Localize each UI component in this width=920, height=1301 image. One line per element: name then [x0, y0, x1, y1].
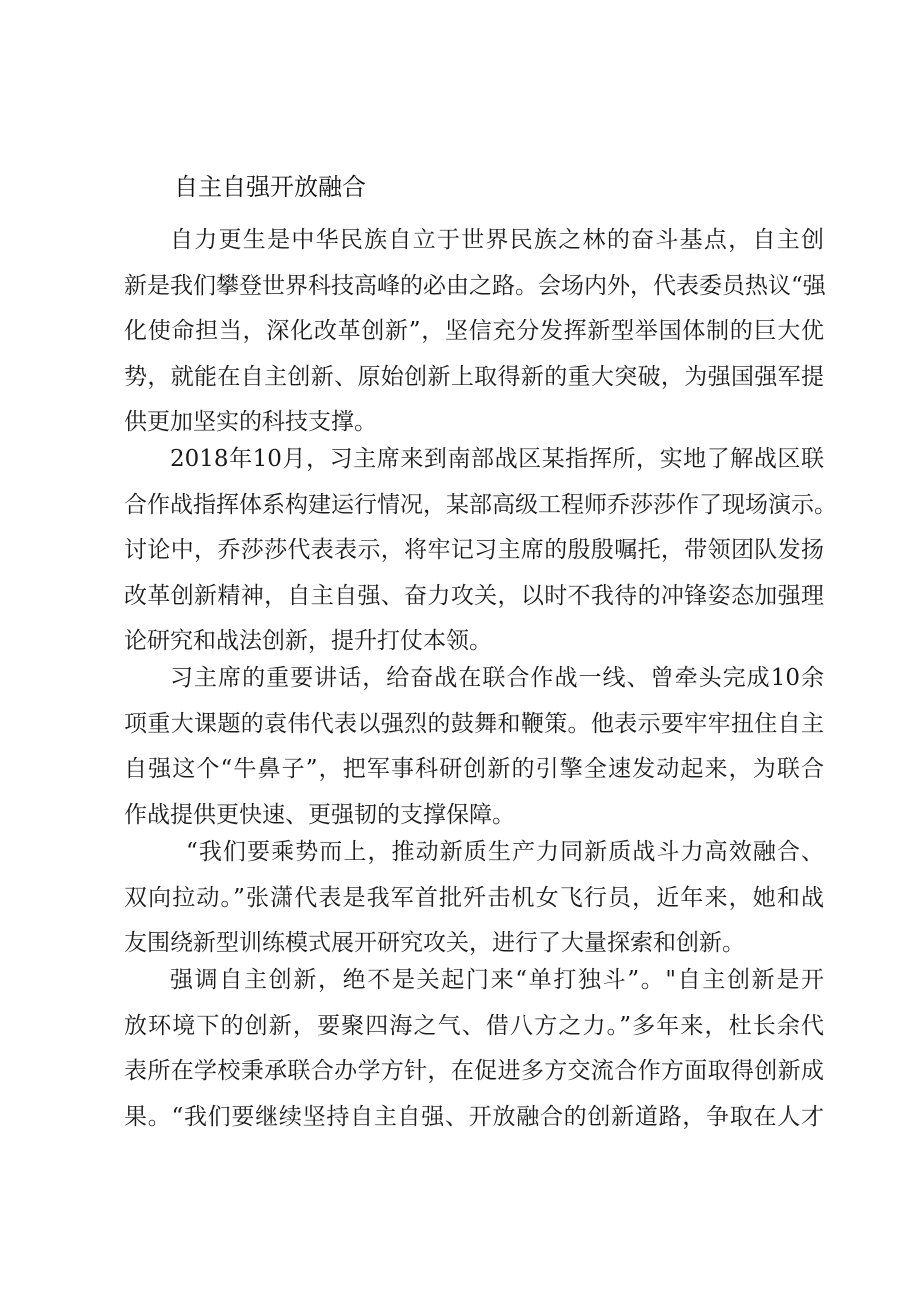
paragraph-4 — [124, 830, 824, 967]
paragraph-2 — [124, 437, 837, 665]
paragraph-line: “我们要乘势而上，推动新质生产力同新质战斗力高效融合、 — [186, 839, 824, 865]
paragraph-line: 新是我们攀登世界科技高峰的必由之路。会场内外，代表委员热议“强 — [124, 272, 826, 299]
paragraph-line: 习主席的重要讲话，给奋战在联合作战一线、曾牵头完成10余 — [170, 665, 824, 691]
paragraph-line: 自强这个“牛鼻子”，把军事科研创新的引擎全速发动起来，为联合 — [124, 756, 824, 782]
paragraph-line: 项重大课题的袁伟代表以强烈的鼓舞和鞭策。他表示要牢牢扭住自主 — [124, 710, 824, 737]
paragraph-line: 势，就能在自主创新、原始创新上取得新的重大突破，为强国强军提 — [124, 363, 824, 390]
paragraph-line: 强调自主创新，绝不是关起门来“单打独斗”。"自主创新是开 — [170, 967, 824, 993]
paragraph-line: 2018年10月，习主席来到南部战区某指挥所，实地了解战区联 — [170, 446, 824, 472]
paragraph-line: 论研究和战法创新，提升打仗本领。 — [124, 628, 492, 654]
paragraph-1 — [124, 218, 824, 446]
paragraph-line: 自力更生是中华民族自立于世界民族之林的奋斗基点，自主创 — [170, 227, 824, 253]
paragraph-5 — [124, 958, 824, 1140]
paragraph-line: 放环境下的创新，要聚四海之气、借八方之力。”多年来，杜长余代 — [124, 1012, 824, 1039]
paragraph-line: 供更加坚实的科技支撑。 — [124, 409, 377, 435]
paragraph-line: 果。“我们要继续坚持自主自强、开放融合的创新道路，争取在人才 — [124, 1103, 824, 1130]
paragraph-line: 讨论中，乔莎莎代表表示，将牢记习主席的殷殷嘱托，带领团队发扬 — [124, 537, 824, 563]
paragraph-line: 双向拉动。”张潇代表是我军首批歼击机女飞行员，近年来，她和战 — [124, 884, 824, 911]
section-heading: 自主自强开放融合 — [174, 173, 366, 201]
paragraph-line: 改革创新精神，自主自强、奋力攻关，以时不我待的冲锋姿态加强理 — [124, 582, 824, 609]
paragraph-line: 化使命担当，深化改革创新”，坚信充分发挥新型举国体制的巨大优 — [124, 318, 824, 344]
paragraph-line: 友围绕新型训练模式展开研究攻关，进行了大量探索和创新。 — [124, 930, 745, 956]
paragraph-line: 表所在学校秉承联合办学方针，在促进多方交流合作方面取得创新成 — [124, 1058, 824, 1084]
paragraph-line: 合作战指挥体系构建运行情况，某部高级工程师乔莎莎作了现场演示。 — [124, 491, 837, 518]
paragraph-3 — [124, 656, 824, 838]
paragraph-line: 作战提供更快速、更强韧的支撑保障。 — [124, 801, 515, 828]
